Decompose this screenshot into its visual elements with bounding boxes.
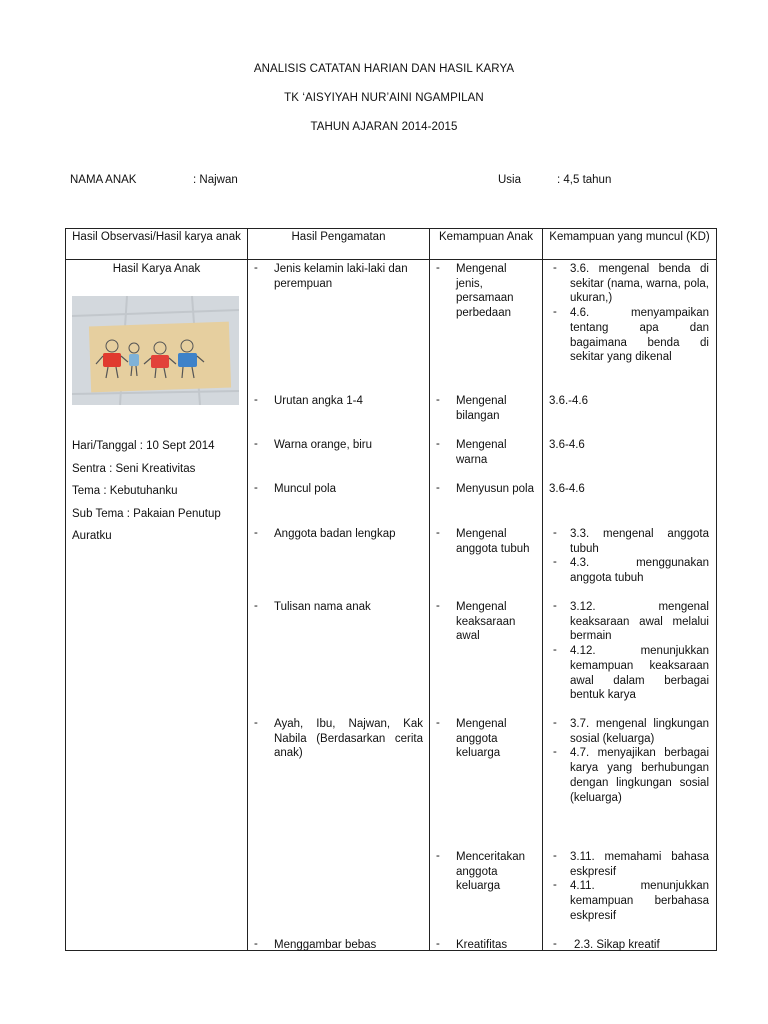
kd-item: - 3.6. mengenal benda di sekitar (nama, warna, pola, ukuran,) <box>553 262 709 305</box>
header-kd: Kemampuan yang muncul (KD) <box>543 229 717 260</box>
hasil-karya-heading: Hasil Karya Anak <box>112 263 201 275</box>
list-item: - Ayah, Ibu, Najwan, Kak Nabila (Berdasarkan cerita anak) <box>254 717 423 760</box>
kd-group <box>543 938 716 953</box>
list-item: - Mengenal keaksaraan awal <box>436 600 516 643</box>
kd-group <box>543 600 716 703</box>
tema: Tema : Kebutuhanku <box>72 485 178 497</box>
list-item: - Menceritakan anggota keluarga <box>436 850 526 893</box>
children-drawing-image <box>72 296 239 405</box>
list-item: - Menyusun pola <box>436 482 534 495</box>
sentra: Sentra : Seni Kreativitas <box>72 462 196 475</box>
list-item: - Mengenal anggota keluarga <box>436 717 507 760</box>
kd-plain: 3.6.-4.6 <box>549 395 588 407</box>
kd-item: - 4.7. menyajikan berbagai karya yang berhubungan dengan lingkungan sosial (keluarga) <box>553 746 709 804</box>
nama-anak-value: : Najwan <box>193 174 238 186</box>
list-item: - Warna orange, biru <box>254 438 373 451</box>
kd-plain: 3.6-4.6 <box>549 483 585 495</box>
list-item: - Anggota badan lengkap <box>254 527 396 540</box>
list-item: - Tulisan nama anak <box>254 600 371 613</box>
list-item: - Kreatifitas <box>436 938 508 951</box>
nama-anak-label: NAMA ANAK <box>70 174 137 186</box>
usia-value: : 4,5 tahun <box>557 174 612 186</box>
kd-item: - 3.7. mengenal lingkungan sosial (keluarga) <box>553 717 709 745</box>
sub-tema: Sub Tema : Pakaian Penutup <box>72 507 221 520</box>
table-body-row <box>66 260 717 951</box>
header-observasi: Hasil Observasi/Hasil karya anak <box>66 229 248 260</box>
usia-label: Usia <box>498 174 522 186</box>
observasi-cell <box>66 260 248 951</box>
list-item: - Mengenal warna <box>436 438 507 466</box>
list-item: - Mengenal bilangan <box>436 394 507 422</box>
kd-item: - 3.11. memahami bahasa eskpresif <box>553 850 709 878</box>
analysis-table <box>65 228 717 951</box>
kd-item: - 2.3. Sikap kreatif <box>553 938 660 951</box>
list-item: - Mengenal jenis, persamaan perbedaan <box>436 262 514 320</box>
kd-item: - 4.6. menyampaikan tentang apa dan bagaimana benda di sekitar yang dikenal <box>553 306 709 364</box>
kd-item: - 4.11. menunjukkan kemampuan berbahasa eskpresif <box>553 879 709 922</box>
header-pengamatan: Hasil Pengamatan <box>248 229 430 260</box>
kd-group <box>543 262 716 365</box>
kd-cell <box>543 260 717 951</box>
kd-item: - 4.3. menggunakan anggota tubuh <box>553 556 709 585</box>
table-header-row <box>66 229 717 260</box>
list-item: - Jenis kelamin laki-laki dan perempuan <box>254 262 408 290</box>
list-item: - Mengenal anggota tubuh <box>436 527 530 555</box>
kd-item: - 4.12. menunjukkan kemampuan keaksaraan awal dalam berbagai bentuk karya <box>553 644 709 702</box>
school-name: TK ‘AISYIYAH NUR’AINI NGAMPILAN <box>284 92 484 104</box>
artwork-photo <box>72 296 239 405</box>
header-kemampuan: Kemampuan Anak <box>430 229 543 260</box>
kd-item: - 3.3. mengenal anggota tubuh <box>553 527 709 555</box>
kd-group <box>543 850 716 924</box>
doc-title: ANALISIS CATATAN HARIAN DAN HASIL KARYA <box>253 63 515 75</box>
kd-item: - 3.12. mengenal keaksaraan awal melalui bermain <box>553 600 709 643</box>
list-item: - Muncul pola <box>254 482 337 495</box>
activity-info <box>72 435 243 548</box>
kemampuan-cell <box>430 260 543 951</box>
kd-plain: 3.6-4.6 <box>549 439 585 451</box>
list-item: - Urutan angka 1-4 <box>254 394 363 407</box>
sub-tema-cont: Auratku <box>72 530 112 542</box>
pengamatan-cell <box>248 260 430 951</box>
kd-group <box>543 527 716 586</box>
academic-year: TAHUN AJARAN 2014-2015 <box>310 121 458 133</box>
kd-group <box>543 717 716 805</box>
list-item: - Menggambar bebas <box>254 938 377 951</box>
hari-tanggal: Hari/Tanggal : 10 Sept 2014 <box>72 440 215 452</box>
